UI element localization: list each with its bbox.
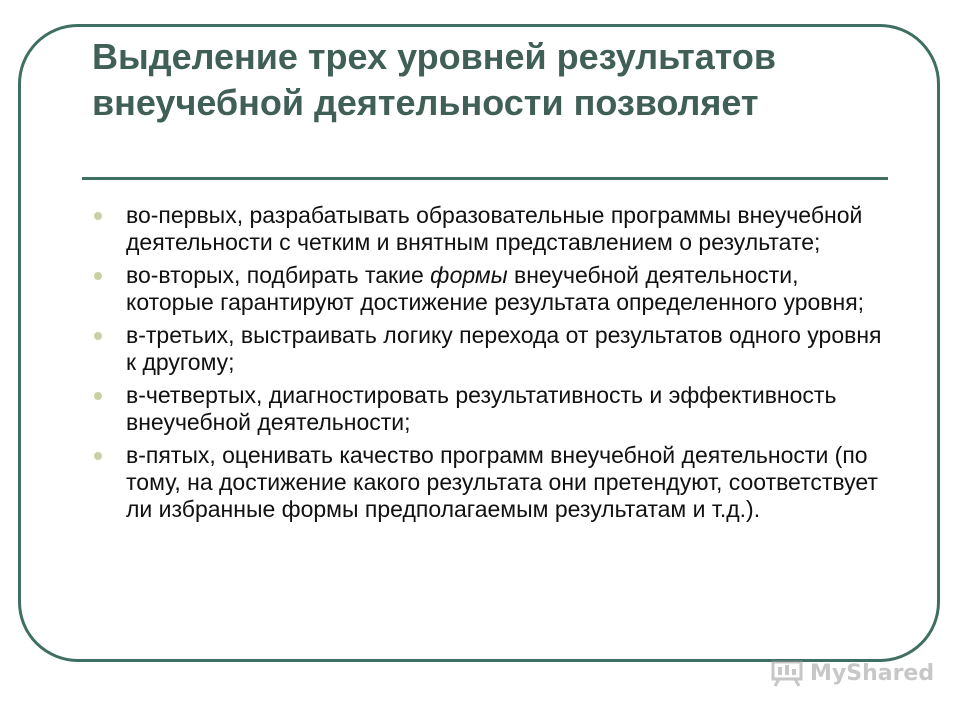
bullet-emphasis: формы [430,262,508,288]
bullet-dot-icon [94,272,102,280]
watermark-logo [770,658,934,688]
bullet-text: во-первых, разрабатывать образовательные программы внеучебной деятельности с четким и внятным представлением о результате; [126,202,863,255]
title-divider [82,177,888,180]
bullet-item [90,322,890,376]
bullet-item [90,262,890,316]
bullet-dot-icon [94,452,102,460]
bullet-item [90,202,890,256]
watermark-text: MyShared [810,660,935,686]
bullet-text-start: во-вторых, подбирать такие [126,262,431,288]
bullet-text: в-пятых, оценивать качество программ внеучебной деятельности (по тому, на достижение какого результата они претендуют, соответствует ли избранные формы предполагаемым результатам и т.д.). [126,442,878,522]
presentation-board-icon [770,659,804,687]
bullet-item [90,382,890,436]
bullet-dot-icon [94,332,102,340]
bullet-dot-icon [94,392,102,400]
bullet-dot-icon [94,212,102,220]
bullet-text: в-четвертых, диагностировать результативность и эффективность внеучебной деятельности; [126,382,837,435]
bullet-list [90,202,890,529]
slide-title: Выделение трех уровней результатов внеучебной деятельности позволяет [92,36,776,123]
bullet-text-end: внеучебной деятельности, которые гарантируют достижение результата определенного уровня; [126,262,865,315]
bullet-item [90,442,890,523]
bullet-text: в-третьих, выстраивать логику перехода от результатов одного уровня к другому; [126,322,882,375]
